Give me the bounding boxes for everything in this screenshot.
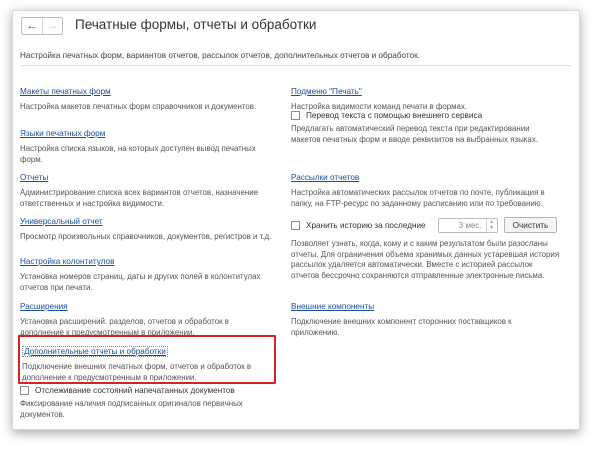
history-checkbox-row[interactable] [291, 221, 426, 230]
print-layouts-desc: Настройка макетов печатных форм справочников и документов. [20, 102, 257, 111]
history-label: Хранить историю за последние [306, 220, 426, 230]
submenu-print-desc: Настройка видимости команд печати в формах. [291, 102, 468, 111]
print-layouts-link[interactable]: Макеты печатных форм [20, 87, 111, 96]
history-row [291, 217, 561, 233]
page-title: Печатные формы, отчеты и обработки [75, 17, 317, 32]
page-subtitle: Настройка печатных форм, вариантов отчетов, рассылок отчетов, дополнительных отчетов и обработок. [20, 51, 420, 60]
reports-desc: Администрирование списка всех вариантов отчетов, назначение ответственных и настройка видимости. [20, 188, 259, 208]
additional-reports-section [22, 341, 275, 383]
languages-section [20, 123, 275, 165]
spin-up-icon[interactable]: ▲ [489, 218, 495, 225]
history-section [291, 217, 561, 281]
mailings-section [291, 167, 561, 209]
highlight-frame [18, 335, 276, 384]
languages-link[interactable]: Языки печатных форм [20, 129, 106, 138]
reports-link[interactable]: Отчеты [20, 173, 49, 182]
tracking-label: Отслеживание состояний напечатанных документов [35, 386, 235, 395]
reports-section [20, 167, 275, 209]
submenu-print-section [291, 81, 467, 113]
mailings-desc: Настройка автоматических рассылок отчетов по почте, публикация в папку, на FTP-ресурс по заданному расписанию или по требованию. [291, 188, 545, 208]
tracking-checkbox[interactable] [20, 386, 29, 395]
forward-arrow-icon[interactable]: → [42, 18, 62, 34]
history-checkbox[interactable] [291, 221, 300, 230]
spin-arrows[interactable] [486, 219, 497, 232]
universal-report-section [20, 211, 271, 243]
languages-desc: Настройка списка языков, на которых доступен вывод печатных форм. [20, 144, 256, 164]
additional-reports-link[interactable]: Дополнительные отчеты и обработки [24, 347, 166, 356]
universal-report-desc: Просмотр произвольных справочников, документов, регистров и т.д. [20, 232, 272, 241]
print-layouts-section [20, 81, 256, 113]
translation-label: Перевод текста с помощью внешнего сервиса [306, 111, 483, 120]
mailings-link[interactable]: Рассылки отчетов [291, 173, 360, 182]
main-window [12, 10, 580, 430]
clear-history-button[interactable]: Очистить [504, 217, 558, 233]
headers-footers-desc: Установка номеров страниц, даты и других полей в колонтитулах отчетов при печати. [20, 272, 261, 292]
external-components-section [291, 296, 561, 338]
nav-buttons [21, 17, 63, 35]
divider [20, 65, 572, 66]
submenu-print-link[interactable]: Подменю "Печать" [291, 87, 362, 96]
extensions-desc: Установка расширений: разделов, отчетов и обработок в дополнение к предусмотренным в приложении. [20, 317, 229, 337]
universal-report-link[interactable]: Универсальный отчет [20, 217, 103, 226]
translation-checkbox-row[interactable] [291, 111, 561, 120]
additional-reports-desc: Подключение внешних печатных форм, отчетов и обработок в дополнение к предусмотренным в приложении. [22, 362, 252, 382]
header [13, 11, 579, 41]
history-desc: Позволяет узнать, когда, кому и с каким результатом были разосланы отчеты. Для ограничения объема хранимых данных устаревшая история рассылок удаляется автоматически. Вместе с историей рассылок отчетов бессрочно сохраняются отправленные электронные письма. [291, 239, 560, 280]
headers-footers-link[interactable]: Настройка колонтитулов [20, 257, 115, 266]
back-arrow-icon[interactable]: ← [26, 20, 38, 32]
translation-checkbox[interactable] [291, 111, 300, 120]
spin-down-icon[interactable]: ▼ [489, 225, 495, 232]
external-components-link[interactable]: Внешние компоненты [291, 302, 375, 311]
extensions-link[interactable]: Расширения [20, 302, 68, 311]
translation-desc: Предлагать автоматический перевод текста при редактировании макетов печатных форм и вводе реквизитов на выбранных языках. [291, 124, 538, 144]
history-period-value: 3 мес. [458, 220, 482, 230]
tracking-checkbox-row[interactable] [20, 386, 275, 395]
tracking-section [20, 386, 275, 420]
extensions-section [20, 296, 275, 338]
translation-section [291, 111, 561, 145]
history-period-input[interactable] [438, 218, 498, 233]
headers-footers-section [20, 251, 275, 293]
tracking-desc: Фиксирование наличия подписанных оригиналов первичных документов. [20, 399, 243, 419]
external-components-desc: Подключение внешних компонент сторонних поставщиков к приложению. [291, 317, 512, 337]
